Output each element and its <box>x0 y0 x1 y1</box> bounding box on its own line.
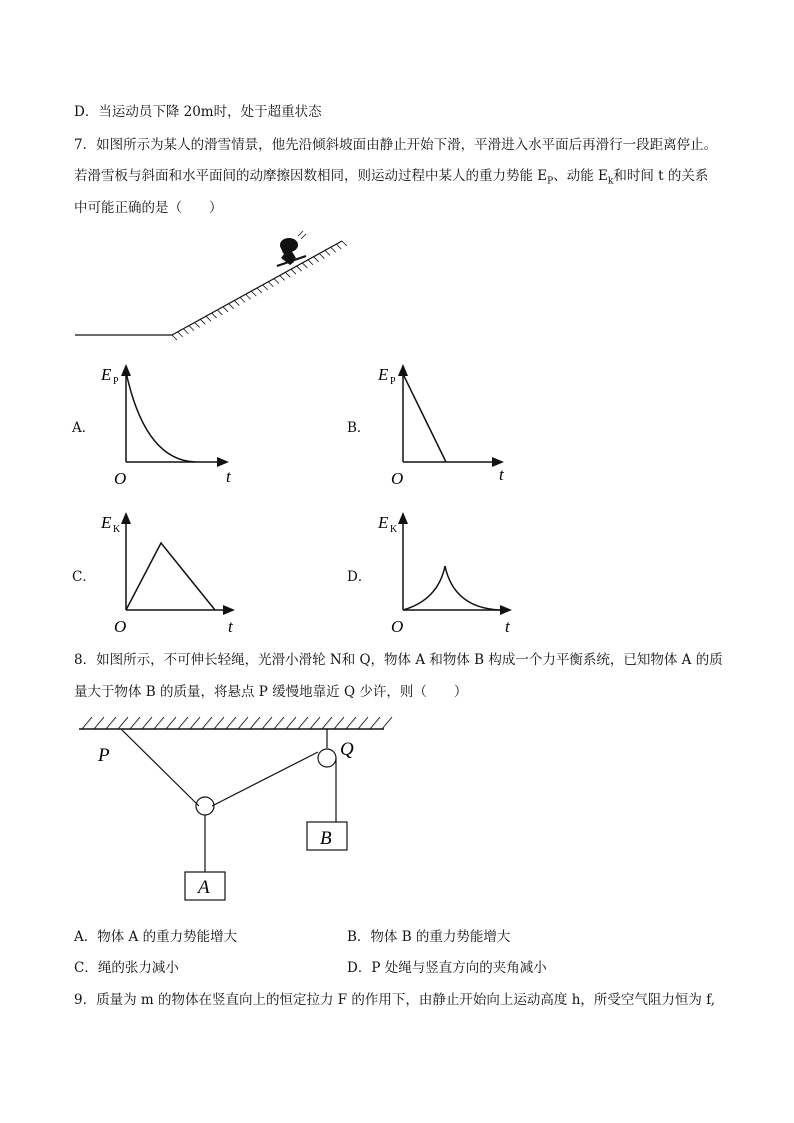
slope-hatch <box>195 322 200 327</box>
ceiling-hatch <box>226 717 236 729</box>
slope-hatch <box>189 326 194 331</box>
ceiling-hatch <box>286 717 296 729</box>
ceiling-hatch <box>238 717 248 729</box>
ceiling-hatch <box>166 717 176 729</box>
q7-stem-line3: 中可能正确的是（ ） <box>74 200 223 216</box>
slope-hatch <box>342 241 347 246</box>
slope-hatch <box>251 291 256 296</box>
slope-hatch <box>240 297 245 302</box>
slope-hatch <box>178 332 183 337</box>
label-a: A <box>198 877 210 898</box>
slope-hatch <box>234 301 239 306</box>
q7-graph-d <box>372 508 522 638</box>
ceiling-hatch <box>310 717 320 729</box>
label-p: P <box>98 745 110 766</box>
q7-a-xlabel: t <box>226 467 231 486</box>
slope-hatch <box>280 275 285 280</box>
ceiling-hatch <box>214 717 224 729</box>
ceiling-hatch <box>178 717 188 729</box>
q8-option-c: C．绳的张力减小 <box>74 960 179 976</box>
slope-hatch <box>223 307 228 312</box>
slope-hatch <box>212 313 217 318</box>
slope-hatch <box>268 282 273 287</box>
q7-a-origin: O <box>114 469 127 488</box>
ceiling-hatch <box>334 717 344 729</box>
q7-b-ylabel: E <box>378 365 389 384</box>
slope-hatch <box>229 304 234 309</box>
ceiling-hatch <box>370 717 380 729</box>
q7-option-c-letter: C． <box>72 569 96 585</box>
label-b: B <box>320 828 332 849</box>
ceiling-hatch <box>346 717 356 729</box>
ceiling-hatch <box>106 717 116 729</box>
skier-icon <box>277 238 306 266</box>
q6-option-d: D．当运动员下降 20m时，处于超重状态 <box>74 104 322 120</box>
pulley-system-figure <box>74 712 394 907</box>
ceiling-hatch <box>262 717 272 729</box>
slope-hatch <box>274 279 279 284</box>
slope-hatch <box>302 263 307 268</box>
q7-stem-line2: 若滑雪板与斜面和水平面间的动摩擦因数相同，则运动过程中某人的重力势能 $E_P$、动能 $E_k$和时间 t 的关系 <box>74 168 709 187</box>
slope-hatch <box>217 310 222 315</box>
slope-hatch <box>297 266 302 271</box>
q7-d-ylabel: E <box>378 513 389 532</box>
ceiling-hatch <box>94 717 104 729</box>
q8-option-d: D．P 处绳与竖直方向的夹角减小 <box>347 960 547 976</box>
slope-hatch <box>325 250 330 255</box>
slope-hatch <box>246 294 251 299</box>
q7-stem-line1: 7．如图所示为某人的滑雪情景，他先沿倾斜坡面由静止开始下滑，平滑进入水平面后再滑行一段距离停止。 <box>74 137 718 153</box>
q8-stem-line1: 8．如图所示，不可伸长轻绳，光滑小滑轮 N和 Q，物体 A 和物体 B 构成一个力平衡系统，已知物体 A 的质 <box>74 652 723 668</box>
q8-option-b: B．物体 B 的重力势能增大 <box>347 929 511 945</box>
q7-option-d-letter: D． <box>347 569 372 585</box>
q7-graph-b <box>372 360 522 490</box>
q7-d-ysub: K <box>390 524 398 535</box>
skier-slope-figure <box>70 228 350 343</box>
slope-hatch <box>172 335 177 340</box>
q7-graph-a <box>95 360 245 490</box>
ceiling-hatch <box>274 717 284 729</box>
slope-hatch <box>183 329 188 334</box>
slope-hatch <box>257 288 262 293</box>
ceiling-hatch <box>154 717 164 729</box>
q7-c-ysub: K <box>113 524 121 535</box>
q7-c-ylabel: E <box>101 513 112 532</box>
q8-stem-line2: 量大于物体 B 的质量，将悬点 P 缓慢地靠近 Q 少许，则（ ） <box>74 684 468 700</box>
slope-hatch <box>285 272 290 277</box>
ceiling-hatch <box>202 717 212 729</box>
ceiling-hatch <box>250 717 260 729</box>
q7-option-a-letter: A． <box>72 420 96 436</box>
ceiling-hatch <box>82 717 92 729</box>
label-q: Q <box>340 739 354 760</box>
q7-a-ysub: P <box>113 376 119 387</box>
q7-graph-c <box>95 508 245 638</box>
q7-d-origin: O <box>391 617 404 636</box>
slope-hatch <box>308 260 313 265</box>
pulley-q <box>318 749 336 767</box>
q8-option-a: A．物体 A 的重力势能增大 <box>74 929 238 945</box>
q9-stem-line1: 9．质量为 m 的物体在竖直向上的恒定拉力 F 的作用下，由静止开始向上运动高度 h，所受空气阻力恒为 f, <box>74 992 716 1008</box>
q7-b-xlabel: t <box>499 465 504 484</box>
q7-b-origin: O <box>391 469 404 488</box>
ceiling-hatch <box>358 717 368 729</box>
q7-c-xlabel: t <box>228 617 233 636</box>
q7-c-origin: O <box>114 617 127 636</box>
ceiling-hatch <box>190 717 200 729</box>
ceiling-hatch <box>130 717 140 729</box>
ceiling-hatch <box>322 717 332 729</box>
q7-b-ysub: P <box>390 376 396 387</box>
slope-hatch <box>314 257 319 262</box>
slope-hatch <box>200 319 205 324</box>
ceiling-hatch <box>118 717 128 729</box>
slope-hatch <box>336 244 341 249</box>
q7-d-xlabel: t <box>505 617 510 636</box>
slope-hatch <box>331 247 336 252</box>
slope-hatch <box>319 254 324 259</box>
slope-hatch <box>206 316 211 321</box>
slope-hatch <box>291 269 296 274</box>
ceiling-hatch <box>382 717 392 729</box>
ceiling-hatch <box>142 717 152 729</box>
slope-hatch <box>263 285 268 290</box>
ceiling-hatch <box>298 717 308 729</box>
q7-option-b-letter: B． <box>347 420 371 436</box>
q7-a-ylabel: E <box>101 365 112 384</box>
